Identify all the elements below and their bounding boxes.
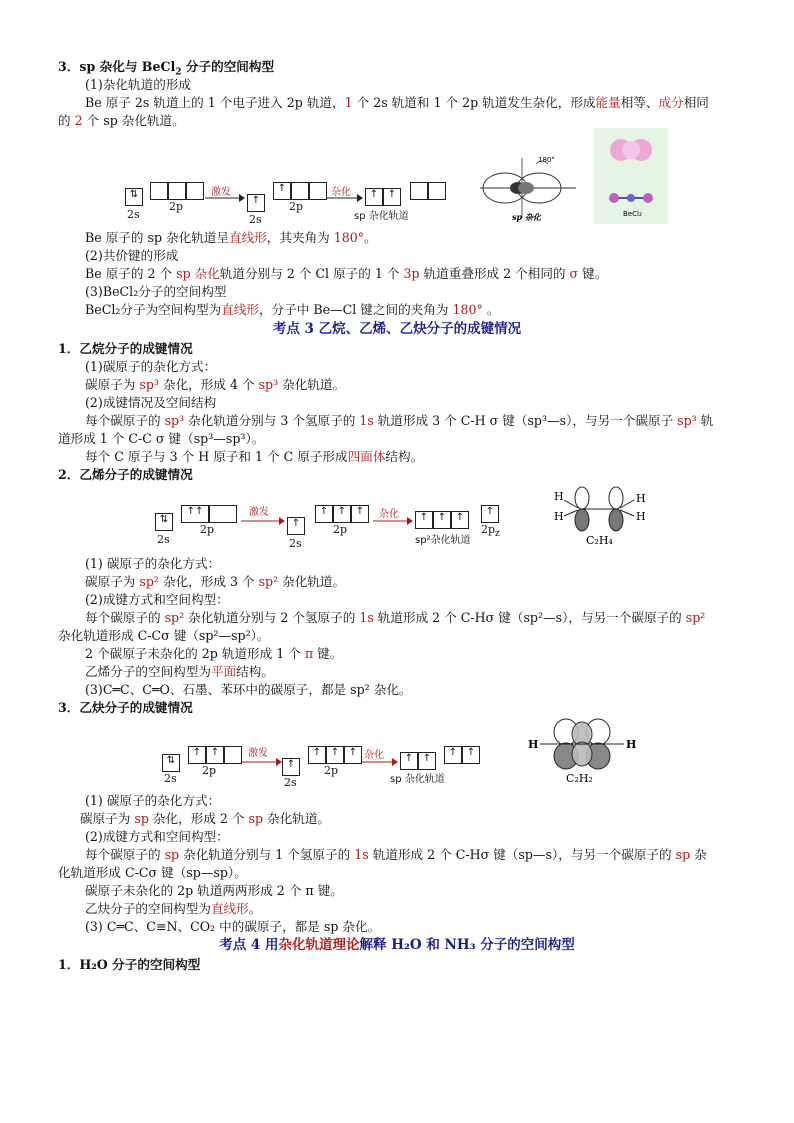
angle-label: 180° xyxy=(538,156,555,164)
h-label: H xyxy=(554,490,564,503)
orbital-box-2s: ↑ xyxy=(282,758,300,776)
orbital-box-2p: ↑ xyxy=(273,182,291,200)
label-sp2-orbital: sp²杂化轨道 xyxy=(415,535,471,546)
label-sp-orbital: sp 杂化轨道 xyxy=(354,211,409,222)
paragraph: 每个碳原子的 sp 杂化轨道分别与 1 个氢原子的 1s 轨道形成 2 个 C-Hσ 键（sp—s），与另一个碳原子的 sp 杂 xyxy=(85,847,707,862)
orbital-box-2p xyxy=(224,746,242,764)
orbital-box-2p: ↑ xyxy=(315,505,333,523)
paragraph: (2)成键方式和空间构型： xyxy=(85,829,229,844)
arrow-right-icon xyxy=(362,758,398,766)
paragraph: 2 个碳原子未杂化的 2p 轨道形成 1 个 π 键。 xyxy=(85,646,343,661)
paragraph: (3) C═C、C≡N、CO₂ 中的碳原子，都是 sp 杂化。 xyxy=(85,919,381,934)
paragraph: 化轨道形成 C-Cσ 键（sp—sp）。 xyxy=(58,865,247,880)
orbital-box-sp: ↑ xyxy=(383,188,401,206)
sp-caption: sp 杂化 xyxy=(512,212,541,222)
section-heading-sp: 3．sp 杂化与 BeCl$_2$ 分子的空间构型 xyxy=(58,59,275,78)
label-2s: 2s xyxy=(164,772,177,785)
orbital-box-2p xyxy=(410,182,428,200)
subheading: 3．乙炔分子的成键情况 xyxy=(58,700,193,715)
orbital-box-2p xyxy=(309,182,327,200)
paragraph: 碳原子为 sp³ 杂化，形成 4 个 sp³ 杂化轨道。 xyxy=(85,377,346,392)
label-2pz: $2p_z$ xyxy=(481,523,500,540)
arrow-label-excite: 激发 xyxy=(249,507,269,518)
orbital-box-2p xyxy=(168,182,186,200)
section-title-kd4: 考点 4 用杂化轨道理论解释 H₂O 和 NH₃ 分子的空间构型 xyxy=(219,937,575,953)
paragraph: 乙烯分子的空间构型为平面结构。 xyxy=(85,664,274,679)
paragraph: Be 原子的 sp 杂化轨道呈直线形，其夹角为 180°。 xyxy=(85,230,377,245)
h-label: H xyxy=(528,738,539,751)
h-label: H xyxy=(636,510,646,523)
becl2-model-figure xyxy=(594,128,668,224)
arrow-right-icon xyxy=(327,194,363,202)
paragraph: (1)碳原子的杂化方式： xyxy=(85,359,217,374)
orbital-box-sp2: ↑ xyxy=(451,511,469,529)
orbital-box-2p: ↑ xyxy=(462,746,480,764)
h-label: H xyxy=(554,510,564,523)
paragraph: (1) 碳原子的杂化方式： xyxy=(85,793,221,808)
orbital-box-2p: ↑ xyxy=(326,746,344,764)
orbital-box-sp: ↑ xyxy=(418,752,436,770)
paragraph: Be 原子的 2 个 sp 杂化轨道分别与 2 个 Cl 原子的 1 个 3p 轨道重叠形成 2 个相同的 σ 键。 xyxy=(85,266,608,281)
arrow-right-icon xyxy=(241,517,285,525)
label-2s: 2s xyxy=(157,533,170,546)
label-2s: 2s xyxy=(284,776,297,789)
orbital-diagram-be xyxy=(125,180,455,226)
subheading: 1．乙烷分子的成键情况 xyxy=(58,341,193,356)
sp-hybrid-orbital-figure xyxy=(478,152,578,224)
orbital-box-2s: ↑ xyxy=(247,194,265,212)
paragraph: (2)成键情况及空间结构 xyxy=(85,395,217,410)
arrow-label-hybridize: 杂化 xyxy=(331,187,351,198)
paragraph: 碳原子为 sp² 杂化，形成 3 个 sp² 杂化轨道。 xyxy=(85,574,346,589)
ethylene-orbital-figure xyxy=(550,484,650,550)
orbital-box-2s: ⇅ xyxy=(162,754,180,772)
label-2s: 2s xyxy=(127,208,140,221)
label-2p: 2p xyxy=(200,523,215,536)
orbital-box-2p: ↑ xyxy=(308,746,326,764)
paragraph: 的 2 个 sp 杂化轨道。 xyxy=(58,113,185,128)
paragraph: Be 原子 2s 轨道上的 1 个电子进入 2p 轨道，1 个 2s 轨道和 1 个 2p 轨道发生杂化，形成能量相等、成分相同 xyxy=(85,95,709,110)
label-2p: 2p xyxy=(202,764,217,777)
label-2s: 2s xyxy=(289,537,302,550)
orbital-diagram-ethylene xyxy=(155,503,515,549)
orbital-box-2p: ↑ xyxy=(188,746,206,764)
paragraph: 碳原子未杂化的 2p 轨道两两形成 2 个 π 键。 xyxy=(85,883,343,898)
orbital-box-2p xyxy=(428,182,446,200)
h-label: H xyxy=(626,738,637,751)
paragraph: (1) 碳原子的杂化方式： xyxy=(85,556,221,571)
arrow-right-icon xyxy=(205,194,245,202)
arrow-label-hybridize: 杂化 xyxy=(364,750,384,761)
subheading: 1．H₂O 分子的空间构型 xyxy=(58,957,201,972)
paragraph: 乙炔分子的空间构型为直线形。 xyxy=(85,901,262,916)
orbital-box-2p xyxy=(291,182,309,200)
label-sp-orbital: sp 杂化轨道 xyxy=(390,774,445,785)
orbital-box-2p: ↑ xyxy=(444,746,462,764)
section-title-kd3: 考点 3 乙烷、乙烯、乙炔分子的成键情况 xyxy=(272,321,522,337)
paragraph: 每个碳原子的 sp³ 杂化轨道分别与 3 个氢原子的 1s 轨道形成 3 个 C-H σ 键（sp³—s），与另一个碳原子 sp³ 轨 xyxy=(85,413,714,428)
label-2s: 2s xyxy=(249,213,262,226)
paragraph: 碳原子为 sp 杂化，形成 2 个 sp 杂化轨道。 xyxy=(80,811,331,826)
orbital-box-2p: ↑ xyxy=(344,746,362,764)
paragraph: (1)杂化轨道的形成 xyxy=(85,77,191,92)
paragraph: (2)共价键的形成 xyxy=(85,248,179,263)
formula-c2h4: C₂H₄ xyxy=(586,534,613,547)
arrow-right-icon xyxy=(242,758,282,766)
arrow-label-excite: 激发 xyxy=(211,187,231,198)
label-2p: 2p xyxy=(324,764,339,777)
orbital-box-2s: ⇅ xyxy=(125,188,143,206)
paragraph: (2)成键方式和空间构型： xyxy=(85,592,229,607)
paragraph: 每个 C 原子与 3 个 H 原子和 1 个 C 原子形成四面体结构。 xyxy=(85,449,424,464)
orbital-box-2pz: ↑ xyxy=(481,505,499,523)
arrow-label-excite: 激发 xyxy=(248,748,268,759)
orbital-box-2p: ↑ xyxy=(351,505,369,523)
orbital-box-2p xyxy=(186,182,204,200)
orbital-box-sp2: ↑ xyxy=(415,511,433,529)
label-2p: 2p xyxy=(169,200,184,213)
subheading: 2．乙烯分子的成键情况 xyxy=(58,467,193,482)
orbital-box-2p xyxy=(150,182,168,200)
orbital-box-sp2: ↑ xyxy=(433,511,451,529)
acetylene-orbital-figure xyxy=(524,716,640,786)
paragraph: 杂化轨道形成 C-Cσ 键（sp²—sp²）。 xyxy=(58,628,270,643)
orbital-box-sp: ↑ xyxy=(365,188,383,206)
arrow-label-hybridize: 杂化 xyxy=(379,509,399,520)
h-label: H xyxy=(636,492,646,505)
orbital-box-2s: ↑ xyxy=(287,517,305,535)
orbital-box-sp: ↑ xyxy=(400,752,418,770)
paragraph: BeCl₂分子为空间构型为直线形，分子中 Be—Cl 键之间的夹角为 180° 。 xyxy=(85,302,500,317)
formula-c2h2: C₂H₂ xyxy=(566,772,593,785)
orbital-box-2p: ↑ xyxy=(333,505,351,523)
becl2-caption: BeCl₂ xyxy=(623,210,642,218)
paragraph: 每个碳原子的 sp² 杂化轨道分别与 2 个氢原子的 1s 轨道形成 2 个 C-Hσ 键（sp²—s），与另一个碳原子的 sp² xyxy=(85,610,706,625)
orbital-box-2p xyxy=(209,505,237,523)
orbital-box-2p: ↑ xyxy=(206,746,224,764)
orbital-box-2p: ↑↑ xyxy=(181,505,209,523)
orbital-diagram-acetylene xyxy=(162,744,492,790)
paragraph: (3)C═C、C═O、石墨、苯环中的碳原子，都是 sp² 杂化。 xyxy=(85,682,412,697)
paragraph: (3)BeCl₂分子的空间构型 xyxy=(85,284,227,299)
label-2p: 2p xyxy=(333,523,348,536)
label-2p: 2p xyxy=(289,200,304,213)
paragraph: 道形成 1 个 C-C σ 键（sp³—sp³）。 xyxy=(58,431,265,446)
arrow-right-icon xyxy=(373,517,413,525)
orbital-box-2s: ⇅ xyxy=(155,513,173,531)
